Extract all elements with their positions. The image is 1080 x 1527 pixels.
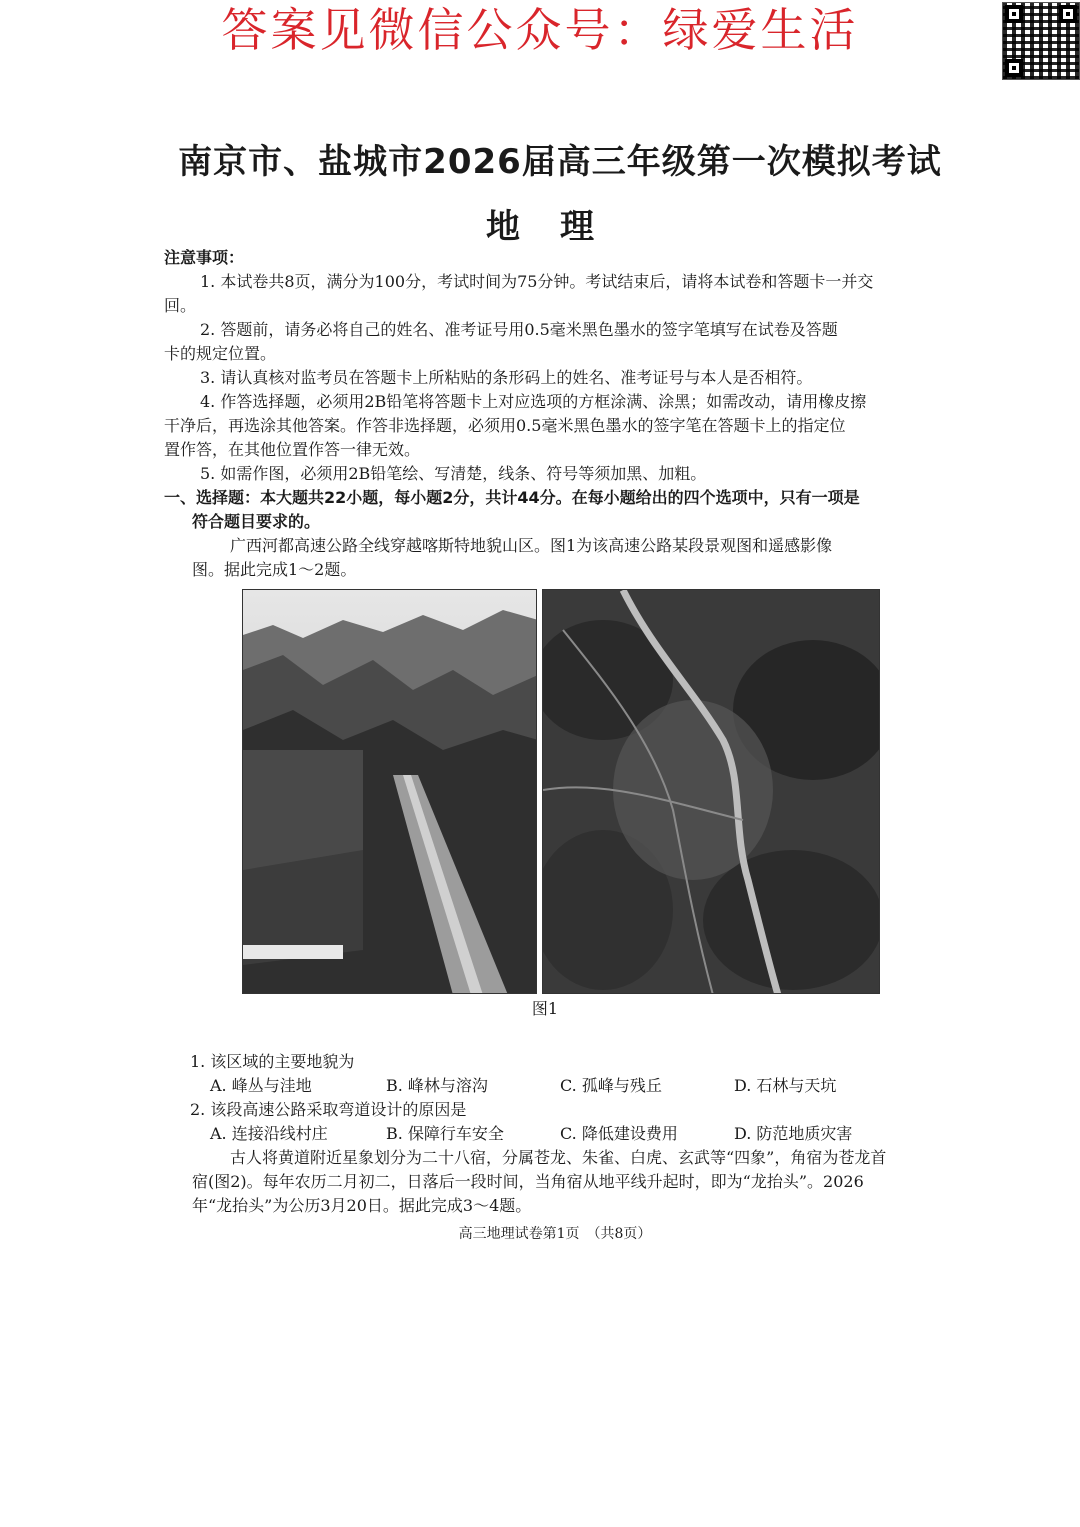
qr-code-icon[interactable] [1002, 2, 1080, 80]
notes-line: 干净后，再选涂其他答案。作答非选择题，必须用0.5毫米黑色墨水的签字笔在答题卡上的指定位 [164, 416, 846, 435]
notes-line: 1. 本试卷共8页，满分为100分，考试时间为75分钟。考试结束后，请将本试卷和答题卡一并交 [200, 272, 874, 291]
exam-subject: 地理 [486, 207, 634, 247]
section-heading: 符合题目要求的。 [192, 512, 321, 531]
passage-text: 年“龙抬头”为公历3月20日。据此完成3～4题。 [192, 1196, 532, 1215]
notes-line: 4. 作答选择题，必须用2B铅笔将答题卡上对应选项的方框涂满、涂黑；如需改动，请用橡皮擦 [200, 392, 867, 411]
figure-caption: 图1 [531, 999, 559, 1018]
option-b[interactable]: B. 峰林与溶沟 [386, 1076, 488, 1095]
page-footer: 高三地理试卷第1页 （共8页） [458, 1226, 652, 1242]
passage-text: 宿(图2)。每年农历二月初二，日落后一段时间，当角宿从地平线升起时，即为“龙抬头”。2026 [192, 1172, 864, 1191]
notes-line: 3. 请认真核对监考员在答题卡上所粘贴的条形码上的姓名、准考证号与本人是否相符。 [200, 368, 813, 387]
option-b[interactable]: B. 保障行车安全 [386, 1124, 504, 1143]
notes-line: 卡的规定位置。 [164, 344, 277, 363]
question-stem: 2. 该段高速公路采取弯道设计的原因是 [190, 1100, 467, 1119]
notes-line: 回。 [164, 296, 197, 315]
watermark-text: 答案见微信公众号：绿爱生活 [221, 3, 859, 57]
notes-line: 置作答，在其他位置作答一律无效。 [164, 440, 421, 459]
section-heading: 一、选择题：本大题共22小题，每小题2分，共计44分。在每小题给出的四个选项中，只有一项是 [164, 488, 860, 507]
passage-text: 广西河都高速公路全线穿越喀斯特地貌山区。图1为该高速公路某段景观图和遥感影像 [230, 536, 833, 555]
option-c[interactable]: C. 孤峰与残丘 [560, 1076, 662, 1095]
option-a[interactable]: A. 连接沿线村庄 [210, 1124, 328, 1143]
remote-sensing-image [542, 589, 880, 994]
option-d[interactable]: D. 石林与天坑 [734, 1076, 837, 1095]
option-c[interactable]: C. 降低建设费用 [560, 1124, 678, 1143]
option-a[interactable]: A. 峰丛与洼地 [210, 1076, 312, 1095]
highway-landscape-photo [242, 589, 537, 994]
notes-line: 2. 答题前，请务必将自己的姓名、准考证号用0.5毫米黑色墨水的签字笔填写在试卷及答题 [200, 320, 838, 339]
exam-title: 南京市、盐城市2026届高三年级第一次模拟考试 [178, 142, 942, 182]
passage-text: 图。据此完成1～2题。 [192, 560, 357, 579]
question-stem: 1. 该区域的主要地貌为 [190, 1052, 355, 1071]
notes-heading: 注意事项： [164, 248, 245, 267]
option-d[interactable]: D. 防范地质灾害 [734, 1124, 853, 1143]
notes-line: 5. 如需作图，必须用2B铅笔绘、写清楚，线条、符号等须加黑、加粗。 [200, 464, 707, 483]
passage-text: 古人将黄道附近星象划分为二十八宿，分属苍龙、朱雀、白虎、玄武等“四象”，角宿为苍龙首 [230, 1148, 887, 1167]
